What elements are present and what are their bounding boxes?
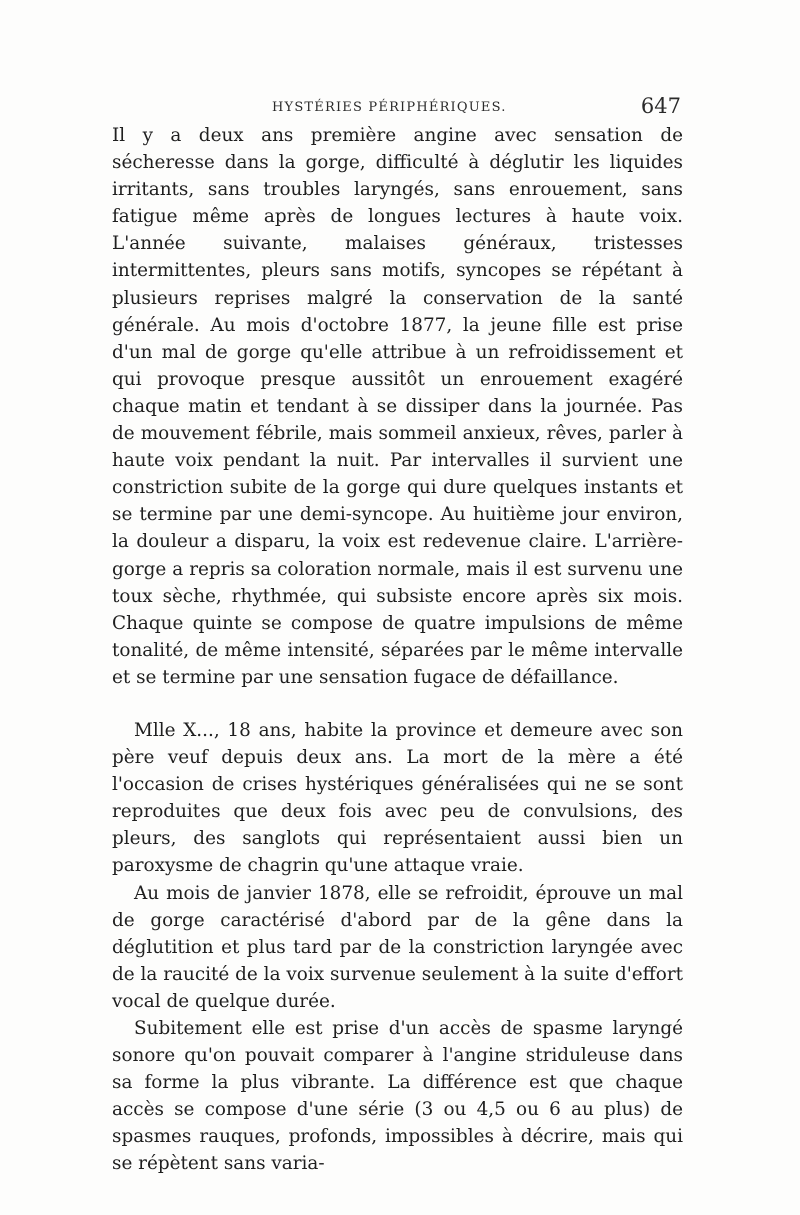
running-title: HYSTÉRIES PÉRIPHÉRIQUES.	[272, 100, 507, 115]
body-text	[112, 122, 683, 1178]
paragraph-january-1878: Au mois de janvier 1878, elle se refroidit, éprouve un mal de gorge caractérisé d'abord par de la gêne dans la déglutition et plus tard par de la constriction laryngée avec de la raucité de la voix survenue seulement à la suite d'effort vocal de quelque durée.	[112, 882, 683, 1012]
paragraph-case-history: Il y a deux ans première angine avec sensation de sécheresse dans la gorge, difficulté à déglutir les liquides irritants, sans troubles laryngés, sans enrouement, sans fatigue même après de longues lectures à haute voix. L'année suivante, malaises généraux, tristesses intermittentes, pleurs sans motifs, syncopes se répétant à plusieurs reprises malgré la conservation de la santé générale. Au mois d'octobre 1877, la jeune fille est prise d'un mal de gorge qu'elle attribue à un refroidissement et qui provoque presque aussitôt un enrouement exagéré chaque matin et tendant à se dissiper dans la journée. Pas de mouvement fébrile, mais sommeil anxieux, rêves, parler à haute voix pendant la nuit. Par intervalles il survient une constriction subite de la gorge qui dure quelques instants et se termine par une demi-syncope. Au huitième jour environ, la douleur a disparu, la voix est redevenue claire. L'arrière-gorge a repris sa coloration normale, mais il est survenu une toux sèche, rhythmée, qui subsiste encore après six mois. Chaque quinte se compose de quatre impulsions de même tonalité, de même intensité, séparées par le même intervalle et se termine par une sensation fugace de défaillance.	[112, 125, 683, 688]
page-number: 647	[640, 94, 681, 118]
paragraph-laryngeal-spasm: Subitement elle est prise d'un accès de spasme laryngé sonore qu'on pouvait comparer à l'angine striduleuse dans sa forme la plus vibrante. La différence est que chaque accès se compose d'une série (3 ou 4,5 ou 6 au plus) de spasmes rauques, profonds, impossibles à décrire, mais qui se répètent sans varia-	[112, 1018, 683, 1175]
running-head	[112, 94, 683, 122]
paragraph-mlle-x: Mlle X..., 18 ans, habite la province et demeure avec son père veuf depuis deux ans. La mort de la mère a été l'occasion de crises hystériques généralisées qui ne se sont reproduites que deux fois avec peu de convulsions, des pleurs, des sanglots qui représentaient aussi bien un paroxysme de chagrin qu'une attaque vraie.	[112, 719, 683, 877]
